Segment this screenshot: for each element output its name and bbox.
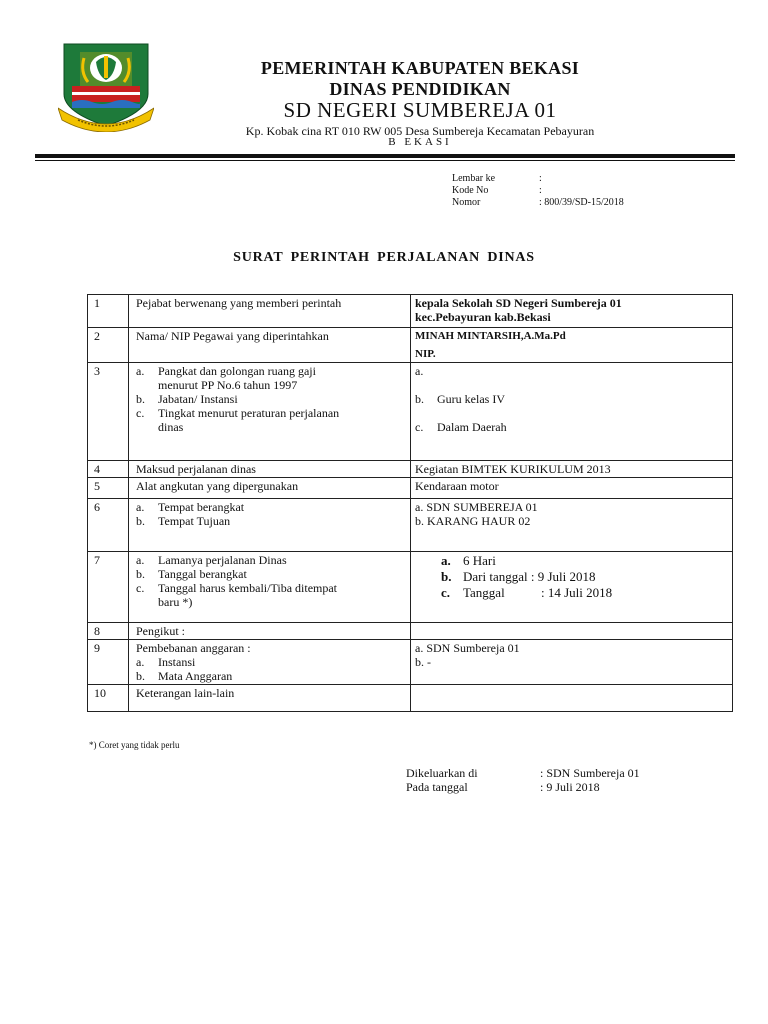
sub-mark: a. <box>441 553 451 568</box>
meta-label: Lembar ke <box>452 173 496 184</box>
meta-row-code <box>452 185 624 197</box>
table-row <box>88 461 733 478</box>
issuance-block <box>406 766 640 794</box>
meta-row-sheet <box>452 173 624 185</box>
header-address: Kp. Kobak cina RT 010 RW 005 Desa Sumbereja Kecamatan Pebayuran <box>245 124 595 138</box>
sub-mark: b. <box>136 392 145 406</box>
row-value <box>411 552 733 623</box>
table-row <box>88 295 733 328</box>
row-value <box>411 363 733 461</box>
value-line: b. KARANG HAUR 02 <box>415 514 531 528</box>
sub-item <box>136 655 406 669</box>
issued-date <box>406 780 640 794</box>
value-line: kec.Pebayuran kab.Bekasi <box>415 310 551 324</box>
sub-text-cont: baru *) <box>158 595 193 609</box>
meta-label: Kode No <box>452 185 489 196</box>
row-number: 9 <box>88 640 129 685</box>
header-rule-thick <box>35 154 735 158</box>
issued-label: Pada tanggal <box>406 780 468 794</box>
header-government: PEMERINTAH KABUPATEN BEKASI <box>260 58 580 78</box>
value-line <box>415 392 728 406</box>
table-row <box>88 363 733 461</box>
row-number: 10 <box>88 685 129 712</box>
sub-text: Pangkat dan golongan ruang gaji <box>158 364 316 378</box>
value-line <box>441 569 728 585</box>
sub-mark: b. <box>441 569 452 584</box>
sub-text: Dari tanggal : 9 Juli 2018 <box>463 569 596 584</box>
issued-value: : SDN Sumbereja 01 <box>540 766 640 780</box>
sub-label: Tanggal <box>463 585 505 600</box>
sub-text: Instansi <box>158 655 196 669</box>
sub-mark: c. <box>441 585 451 600</box>
sub-heading: Pembebanan anggaran : <box>136 641 251 655</box>
table-row <box>88 640 733 685</box>
sub-item <box>136 567 406 581</box>
sub-item <box>136 500 406 514</box>
table-row <box>88 478 733 499</box>
row-item: Pengikut : <box>129 623 411 640</box>
meta-value: : <box>539 185 542 196</box>
sub-text: Tempat Tujuan <box>158 514 231 528</box>
sub-item <box>136 669 406 683</box>
spacer <box>415 378 728 392</box>
row-number: 5 <box>88 478 129 499</box>
value-line <box>415 420 728 434</box>
row-item: Pejabat berwenang yang memberi perintah <box>129 295 411 328</box>
table-row <box>88 499 733 552</box>
sub-mark: b. <box>415 392 424 406</box>
row-number: 8 <box>88 623 129 640</box>
sub-text: Tanggal harus kembali/Tiba ditempat <box>158 581 338 595</box>
row-item: Alat angkutan yang dipergunakan <box>129 478 411 499</box>
sub-text: Tempat berangkat <box>158 500 245 514</box>
row-value: Kegiatan BIMTEK KURIKULUM 2013 <box>411 461 733 478</box>
meta-value: : <box>539 173 542 184</box>
value-line: a. <box>415 364 424 378</box>
row-number: 4 <box>88 461 129 478</box>
header-department: DINAS PENDIDIKAN <box>329 79 511 99</box>
sub-text: Tanggal berangkat <box>158 567 247 581</box>
row-number: 7 <box>88 552 129 623</box>
issued-place <box>406 766 640 780</box>
sub-mark: c. <box>136 406 145 420</box>
table-row <box>88 623 733 640</box>
row-value <box>411 499 733 552</box>
row-item: Maksud perjalanan dinas <box>129 461 411 478</box>
sub-item <box>136 581 406 595</box>
sub-item <box>136 364 406 378</box>
sub-text-cont: dinas <box>158 420 184 434</box>
sub-item <box>136 514 406 528</box>
sub-item <box>136 553 406 567</box>
sub-mark: c. <box>136 581 145 595</box>
document-title: SURAT PERINTAH PERJALANAN DINAS <box>233 250 535 265</box>
meta-row-number <box>452 197 624 209</box>
table-row <box>88 328 733 363</box>
kabupaten-bekasi-logo <box>58 42 154 132</box>
row-value <box>411 623 733 640</box>
sub-mark: c. <box>415 420 424 434</box>
row-value <box>411 685 733 712</box>
row-number: 3 <box>88 363 129 461</box>
sub-mark: b. <box>136 567 145 581</box>
header-city: B EKASI <box>388 136 452 148</box>
sub-mark: a. <box>136 500 145 514</box>
document-meta <box>452 173 624 209</box>
row-value <box>411 295 733 328</box>
sub-mark: a. <box>136 553 145 567</box>
value-line <box>441 585 728 601</box>
sub-text: Tingkat menurut peraturan perjalanan <box>158 406 340 420</box>
table-row <box>88 552 733 623</box>
value-line: b. - <box>415 655 431 669</box>
row-item <box>129 499 411 552</box>
travel-order-table <box>87 294 733 712</box>
value-line: a. SDN Sumbereja 01 <box>415 641 520 655</box>
spacer <box>415 406 728 420</box>
meta-value: : 800/39/SD-15/2018 <box>539 197 624 208</box>
sub-text: Lamanya perjalanan Dinas <box>158 553 287 567</box>
table-row <box>88 685 733 712</box>
issued-label: Dikeluarkan di <box>406 766 478 780</box>
sub-text: Dalam Daerah <box>437 420 507 434</box>
value-line: a. SDN SUMBEREJA 01 <box>415 500 538 514</box>
value-line <box>441 553 728 569</box>
sub-mark: a. <box>136 364 145 378</box>
value-line: kepala Sekolah SD Negeri Sumbereja 01 <box>415 296 622 310</box>
sub-text-cont: menurut PP No.6 tahun 1997 <box>158 378 298 392</box>
sub-mark: b. <box>136 669 145 683</box>
sub-item <box>136 392 406 406</box>
row-number: 2 <box>88 328 129 363</box>
value-line: NIP. <box>415 348 436 360</box>
header-school-name: SD NEGERI SUMBEREJA 01 <box>283 98 557 122</box>
sub-mark: a. <box>136 655 145 669</box>
sub-item <box>136 406 406 420</box>
row-item <box>129 552 411 623</box>
issued-value: : 9 Juli 2018 <box>540 780 600 794</box>
row-number: 6 <box>88 499 129 552</box>
row-item: Keterangan lain-lain <box>129 685 411 712</box>
row-number: 1 <box>88 295 129 328</box>
row-value: Kendaraan motor <box>411 478 733 499</box>
sub-text: : 14 Juli 2018 <box>541 585 613 600</box>
row-item: Nama/ NIP Pegawai yang diperintahkan <box>129 328 411 363</box>
row-item <box>129 363 411 461</box>
row-value <box>411 328 733 363</box>
row-value <box>411 640 733 685</box>
sub-text: 6 Hari <box>463 553 496 568</box>
sub-text: Mata Anggaran <box>158 669 233 683</box>
sub-mark: b. <box>136 514 145 528</box>
footnote: *) Coret yang tidak perlu <box>89 740 180 750</box>
header-rule-thin <box>35 160 735 161</box>
meta-label: Nomor <box>452 197 481 208</box>
value-line: MINAH MINTARSIH,A.Ma.Pd <box>415 330 566 342</box>
row-item <box>129 640 411 685</box>
sub-text: Jabatan/ Instansi <box>158 392 238 406</box>
sub-text: Guru kelas IV <box>437 392 505 406</box>
